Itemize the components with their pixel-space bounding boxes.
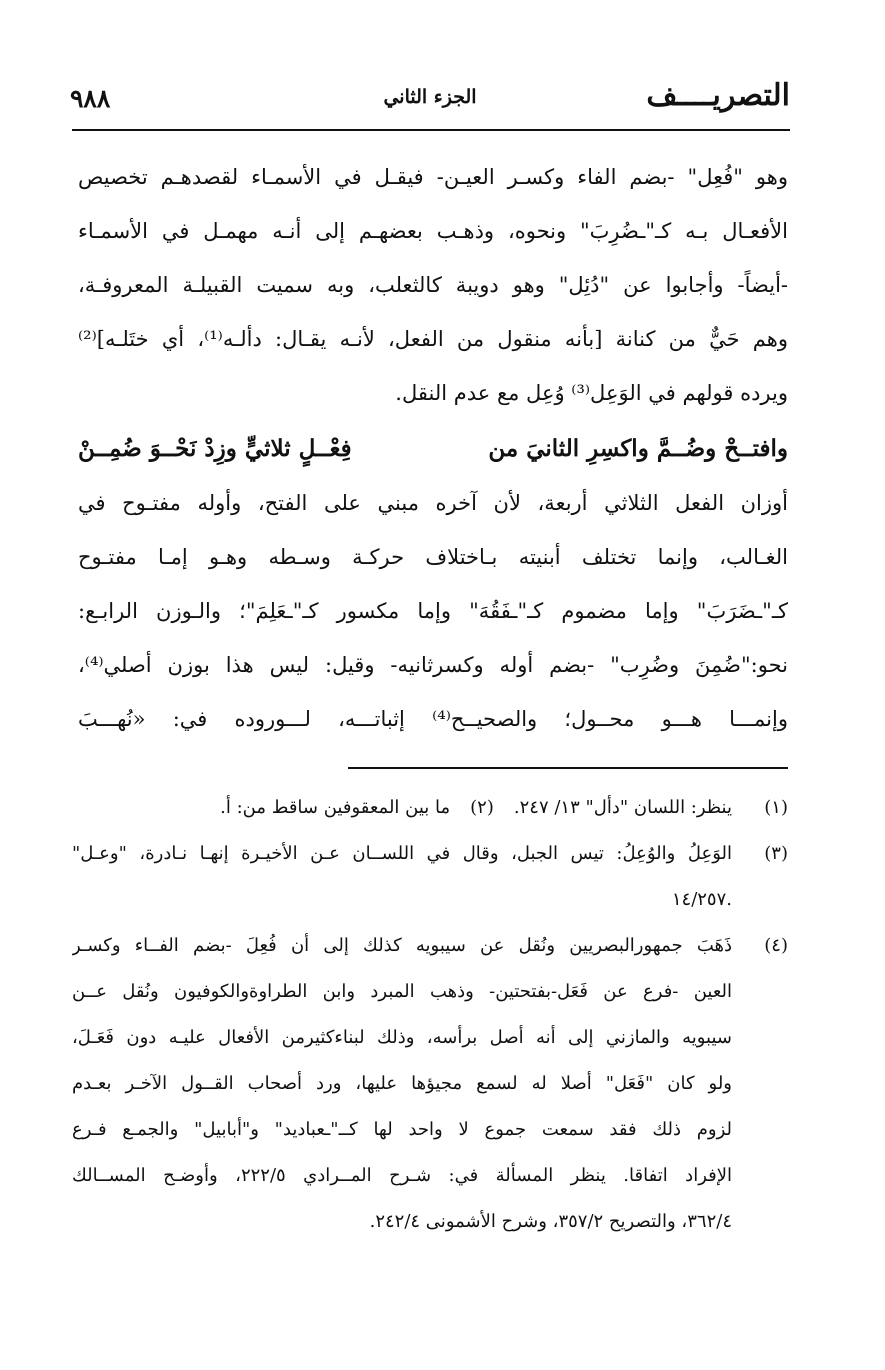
footnote-number: (٢) [470,797,494,818]
footnote-line: .١٤/٢٥٧ [671,889,732,910]
footnote-line: ٣٦٢/٤، والتصريح ٣٥٧/٢، وشرح الأشمونى ٢٤٢/٤. [369,1211,732,1232]
text-line: كـ"ـضَرَبَ" وإما مضموم كـ"ـفَقُهَ" وإما مكسور كـ"ـعَلِمَ"؛ والـوزن الرابـع: [78,599,788,623]
footnote-line: ولو كان "فَعَل" أصلا له لسمع مجيؤها عليها، ورد أصحاب القــول الآخـر بعـدم [72,1073,732,1094]
text-line: الغـالب، وإنما تختلف أبنيته بـاختلاف حركـة وسـطه وهـو إمـا مفتـوح [78,545,788,569]
verse-left-hemistich: فِعْــلٍ ثلاثيٍّ وزِدْ نَحْــوَ ضُمِــنْ [78,435,352,462]
text-line: وهم حَيٌّ من كنانة [بأنه منقول من الفعل، لأنـه يقـال: دألـه⁽¹⁾، أي ختَلـه]⁽²⁾ [78,327,788,351]
footnote-divider [348,767,788,769]
text-line: أوزان الفعل الثلاثي أربعة، لأن آخره مبني على الفتح، وأوله مفتـوح في [78,491,788,515]
text-line: نحو:"ضُمِنَ وضُرِب" -بضم أوله وكسرثانيه- وقيل: ليس هذا بوزن أصلي⁽⁴⁾، [78,653,788,677]
text-line: وإنمـــا هـــو محــول؛ والصحيــح⁽⁴⁾ إثباتـــه، لـــوروده في: «نُهـــبَ [78,707,788,731]
footnote-line: سيبويه والمازني إلى أنه أصل برأسه، وذلك لبناءكثيرمن الأفعال عليـه دون فَعَـلَ، [72,1027,732,1048]
footnote-number: (١) [764,797,788,818]
footnote-3 [72,831,788,923]
footnotes [72,785,788,1245]
text-line: الأفعـال بـه كـ"ـضُرِبَ" ونحوه، وذهـب بعضهـم إلى أنـه مهمـل في الأسمـاء [78,219,788,243]
footnote-line: الإفراد اتفاقا. ينظر المسألة في: شـرح المــرادي ٢٢٢/٥، وأوضـح المســالك [72,1165,732,1186]
page-number: ٩٨٨ [70,84,111,113]
footnote-1-2 [72,785,788,831]
footnote-text: ينظر: اللسان "دأل" ١٣/ ٢٤٧. [513,797,732,818]
footnote-line: الوَعِلُ والوُعِلُ: تيس الجبل، وقال في اللســان عـن الأخيـرة إنهـا نـادرة، "وعـل" [72,843,732,864]
footnote-number: (٣) [764,843,788,864]
footnote-4 [72,923,788,1245]
footnote-line: ذَهَبَ جمهورالبصريين ونُقل عن سيبويه كذلك إلى أن فُعِلَ -بضم الفــاء وكسـر [72,935,732,956]
footnote-line: لزوم ذلك فقد سمعت جموع لا واحد لها كــ"ـعباديد" و"أبابيل" والجمـع فـرع [72,1119,732,1140]
part-title: الجزء الثاني [383,86,477,108]
main-paragraph-2 [78,476,788,746]
text-line: وهو "فُعِل" -بضم الفاء وكسـر العيـن- فيقـل في الأسمـاء لقصدهـم تخصيص [78,165,788,189]
footnote-text: ما بين المعقوفين ساقط من: أ. [220,797,451,818]
page-header [70,72,790,122]
verse-right-hemistich: وافتــحْ وضُــمَّ واكسِرِ الثانيَ من [488,435,788,462]
text-line: ويرده قولهم في الوَعِل⁽³⁾ وُعِل مع عدم النقل. [395,381,788,405]
book-title: التصريــــف [646,78,790,113]
main-paragraph-1 [78,150,788,478]
footnote-number: (٤) [764,935,788,956]
footnote-line: العين -فرع عن فَعَل-بفتحتين- وذهب المبرد وابن الطراوةوالكوفيون ونُقل عــن [72,981,732,1002]
text-line: -أيضاً- وأجابوا عن "دُئِل" وهو دويبة كالثعلب، وبه سميت القبيلـة المعروفـة، [78,273,788,297]
poetry-verse [78,420,788,478]
header-divider [72,129,790,131]
